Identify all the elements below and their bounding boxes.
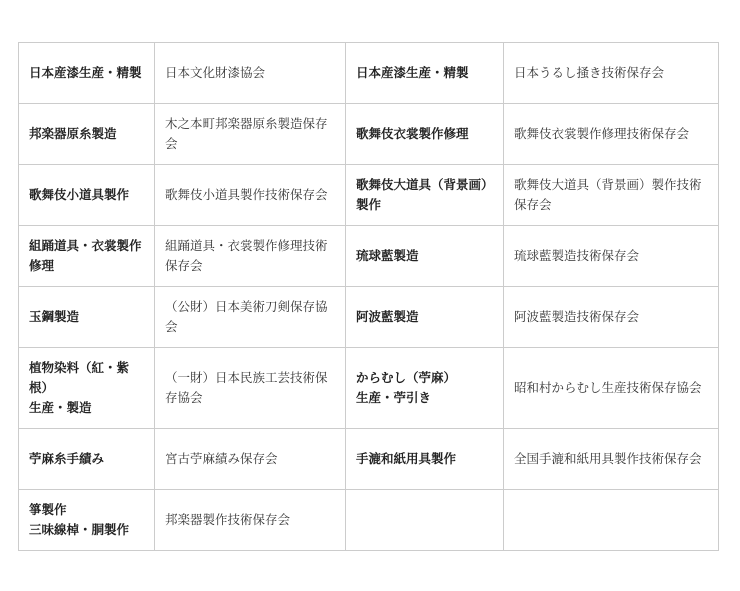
organization-cell: （公財）日本美術刀剣保存協会 (155, 287, 346, 348)
organization-cell (504, 490, 719, 551)
table-row (19, 226, 719, 287)
organization-cell: 歌舞伎衣裳製作修理技術保存会 (504, 104, 719, 165)
organization-cell: 木之本町邦楽器原糸製造保存会 (155, 104, 346, 165)
technique-cell: 歌舞伎小道具製作 (19, 165, 155, 226)
preservation-groups-table (18, 42, 719, 551)
table-row (19, 104, 719, 165)
table-row (19, 287, 719, 348)
technique-cell: 玉鋼製造 (19, 287, 155, 348)
technique-cell: 手漉和紙用具製作 (346, 429, 504, 490)
organization-cell: 日本うるし掻き技術保存会 (504, 43, 719, 104)
technique-cell: 歌舞伎大道具（背景画）製作 (346, 165, 504, 226)
technique-cell: 琉球藍製造 (346, 226, 504, 287)
technique-line: 生産・製造 (29, 400, 92, 415)
organization-cell: 歌舞伎大道具（背景画）製作技術保存会 (504, 165, 719, 226)
technique-line: 生産・苧引き (356, 390, 432, 405)
technique-line: 三味線棹・胴製作 (29, 522, 130, 537)
table-row (19, 490, 719, 551)
technique-line: 箏製作 (29, 502, 67, 517)
technique-cell: 組踊道具・衣裳製作修理 (19, 226, 155, 287)
table-row (19, 429, 719, 490)
organization-cell: 日本文化財漆協会 (155, 43, 346, 104)
technique-cell (19, 490, 155, 551)
organization-cell: 阿波藍製造技術保存会 (504, 287, 719, 348)
technique-line: からむし（苧麻） (356, 370, 457, 385)
organization-cell: 全国手漉和紙用具製作技術保存会 (504, 429, 719, 490)
technique-line: 植物染料（紅・紫根） (29, 360, 130, 395)
technique-cell (346, 348, 504, 429)
organization-cell: 邦楽器製作技術保存会 (155, 490, 346, 551)
organization-cell: 琉球藍製造技術保存会 (504, 226, 719, 287)
technique-cell: 日本産漆生産・精製 (346, 43, 504, 104)
organization-cell: 昭和村からむし生産技術保存協会 (504, 348, 719, 429)
table-row (19, 348, 719, 429)
technique-cell: 苧麻糸手績み (19, 429, 155, 490)
technique-cell: 日本産漆生産・精製 (19, 43, 155, 104)
technique-cell (19, 348, 155, 429)
organization-cell: 歌舞伎小道具製作技術保存会 (155, 165, 346, 226)
organization-cell: 宮古苧麻績み保存会 (155, 429, 346, 490)
technique-cell: 邦楽器原糸製造 (19, 104, 155, 165)
technique-cell: 阿波藍製造 (346, 287, 504, 348)
technique-cell (346, 490, 504, 551)
table-row (19, 43, 719, 104)
table-row (19, 165, 719, 226)
organization-cell: 組踊道具・衣裳製作修理技術保存会 (155, 226, 346, 287)
organization-cell: （一財）日本民族工芸技術保存協会 (155, 348, 346, 429)
technique-cell: 歌舞伎衣裳製作修理 (346, 104, 504, 165)
